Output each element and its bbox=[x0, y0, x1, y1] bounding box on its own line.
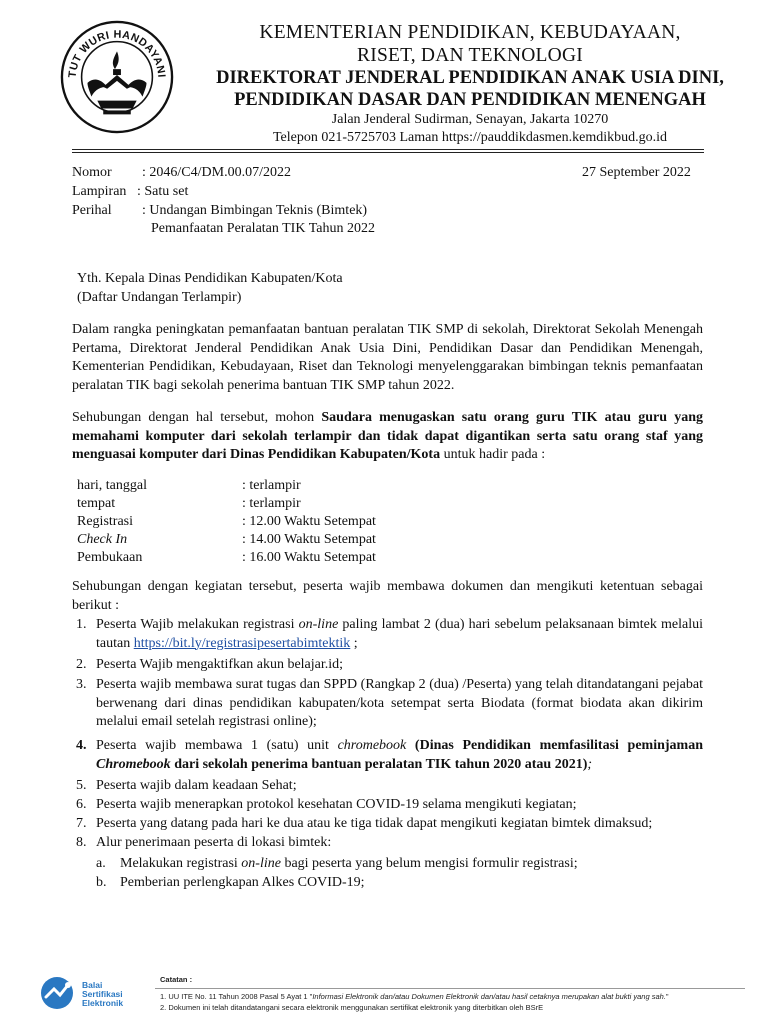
list-item-5: Peserta wajib dalam keadaan Sehat; bbox=[96, 778, 297, 793]
body-paragraph-2: Sehubungan dengan hal tersebut, mohon Saudara menugaskan satu orang guru TIK atau guru yang memahami komputer dari sekolah terlampir dan tidak dapat digantikan serta satu orang staf yang menguasai komputer dari Dinas Pendidikan Kabupaten/Kota untuk hadir pada : bbox=[72, 410, 704, 463]
letter-date: 27 September 2022 bbox=[582, 165, 691, 180]
bse-name-line2: Sertifikasi bbox=[82, 989, 123, 999]
nomor-value: : 2046/C4/DM.00.07/2022 bbox=[142, 165, 291, 180]
header-divider-thin bbox=[72, 152, 704, 153]
list-number-8: 8. bbox=[76, 835, 87, 850]
schedule-value-3: : 14.00 Waktu Setempat bbox=[242, 532, 376, 547]
list-item-4: Peserta wajib membawa 1 (satu) unit chromebook (Dinas Pendidikan memfasilitasi peminjaman Chromebook dari sekolah penerima bantuan peralatan TIK tahun 2020 atau 2021); bbox=[96, 738, 704, 772]
schedule-value-1: : terlampir bbox=[242, 496, 301, 511]
list-item-1: Peserta Wajib melakukan registrasi on-line paling lambat 2 (dua) hari sebelum pelaksanaan bimtek melalui tautan https://bit.ly/registrasipesertabimtektik ; bbox=[96, 617, 704, 651]
list-item-3: Peserta wajib membawa surat tugas dan SPPD (Rangkap 2 (dua) /Peserta) yang telah ditandatangani pejabat berwenang dari dinas pendidikan kabupaten/kota setempat serta Biodata (format biodata akan dikirim melalui email setelah registrasi online); bbox=[96, 677, 703, 730]
ministry-name-line2: RISET, DAN TEKNOLOGI bbox=[357, 45, 583, 66]
list-number-5: 5. bbox=[76, 778, 87, 793]
list-item-8: Alur penerimaan peserta di lokasi bimtek: bbox=[96, 835, 332, 850]
recipient-line1: Yth. Kepala Dinas Pendidikan Kabupaten/Kota bbox=[77, 271, 343, 286]
header-contact: Telepon 021-5725703 Laman https://pauddikdasmen.kemdikbud.go.id bbox=[272, 130, 668, 145]
schedule-label-3: Check In bbox=[77, 532, 128, 547]
body-paragraph-3: Sehubungan dengan kegiatan tersebut, peserta wajib membawa dokumen dan mengikuti ketentuan sebagai berikut : bbox=[72, 579, 703, 613]
footer-catatan: Catatan : bbox=[160, 975, 193, 984]
sublist-item-a: Melakukan registrasi on-line bagi peserta yang belum mengisi formulir registrasi; bbox=[120, 856, 578, 871]
list-number-6: 6. bbox=[76, 797, 87, 812]
schedule-label-4: Pembukaan bbox=[77, 550, 143, 565]
footer-divider bbox=[155, 988, 745, 989]
schedule-label-2: Registrasi bbox=[77, 514, 133, 529]
sublist-label-a: a. bbox=[96, 856, 106, 871]
header-divider bbox=[72, 149, 704, 150]
list-number-1: 1. bbox=[76, 617, 87, 632]
footer-note-2: 2. Dokumen ini telah ditandatangani secara elektronik menggunakan sertifikat elektronik yang diterbitkan oleh BSrE bbox=[160, 1003, 544, 1012]
nomor-label: Nomor bbox=[72, 165, 112, 180]
recipient-line2: (Daftar Undangan Terlampir) bbox=[77, 290, 242, 305]
list-number-2: 2. bbox=[76, 657, 87, 672]
bse-name-line1: Balai bbox=[82, 980, 103, 990]
ministry-name-line1: KEMENTERIAN PENDIDIKAN, KEBUDAYAAN, bbox=[259, 22, 681, 43]
tut-wuri-handayani-logo bbox=[58, 18, 176, 136]
list-item-7: Peserta yang datang pada hari ke dua atau ke tiga tidak dapat mengikuti kegiatan bimtek dimaksud; bbox=[96, 816, 653, 831]
list-item-6: Peserta wajib menerapkan protokol kesehatan COVID-19 selama mengikuti kegiatan; bbox=[96, 797, 577, 812]
perihal-label: Perihal bbox=[72, 203, 112, 218]
schedule-label-0: hari, tanggal bbox=[77, 478, 147, 493]
registration-link[interactable]: https://bit.ly/registrasipesertabimtektik bbox=[133, 635, 351, 651]
body-paragraph-1: Dalam rangka peningkatan pemanfaatan bantuan peralatan TIK SMP di sekolah, Direktorat Sekolah Menengah Pertama, Direktorat Jenderal Pendidikan Anak Usia Dini, Pendidikan Dasar dan Pendidikan Menengah, Kementerian Pendidikan, Kebudayaan, Riset dan Teknologi menyelenggarakan bimbingan teknis pemanfaatan peralatan TIK bagi sekolah penerima bantuan TIK SMP tahun 2022. bbox=[72, 322, 703, 393]
list-number-3: 3. bbox=[76, 677, 87, 692]
lampiran-label: Lampiran bbox=[72, 184, 127, 199]
schedule-value-0: : terlampir bbox=[242, 478, 301, 493]
sublist-label-b: b. bbox=[96, 875, 107, 890]
list-number-4: 4. bbox=[76, 738, 87, 753]
list-item-2: Peserta Wajib mengaktifkan akun belajar.id; bbox=[96, 657, 344, 672]
directorate-line1: DIREKTORAT JENDERAL PENDIDIKAN ANAK USIA DINI, bbox=[216, 68, 724, 88]
logo-motto: TUT WURI HANDAYANI bbox=[66, 28, 168, 79]
sublist-item-b: Pemberian perlengkapan Alkes COVID-19; bbox=[120, 875, 365, 890]
footer-note-1: 1. UU ITE No. 11 Tahun 2008 Pasal 5 Ayat 1 "Informasi Elektronik dan/atau Dokumen Elektronik dan/atau hasil cetaknya merupakan alat bukti yang sah." bbox=[160, 992, 669, 1001]
schedule-label-1: tempat bbox=[77, 496, 116, 511]
bse-logo-icon bbox=[36, 975, 78, 1011]
list-number-7: 7. bbox=[76, 816, 87, 831]
schedule-value-4: : 16.00 Waktu Setempat bbox=[242, 550, 376, 565]
perihal-value-line2: Pemanfaatan Peralatan TIK Tahun 2022 bbox=[151, 221, 375, 236]
perihal-value-line1: : Undangan Bimbingan Teknis (Bimtek) bbox=[142, 203, 368, 218]
lampiran-value: : Satu set bbox=[137, 184, 189, 199]
directorate-line2: PENDIDIKAN DASAR DAN PENDIDIKAN MENENGAH bbox=[234, 90, 706, 110]
header-address: Jalan Jenderal Sudirman, Senayan, Jakarta 10270 bbox=[331, 112, 609, 127]
bse-name-line3: Elektronik bbox=[82, 998, 124, 1008]
schedule-value-2: : 12.00 Waktu Setempat bbox=[242, 514, 376, 529]
emphasis-request: Saudara menugaskan satu orang guru TIK atau guru yang memahami komputer dari sekolah terlampir dan tidak dapat digantikan serta satu orang staf yang menguasai komputer dari Dinas Pendidikan Kabupaten/Kota bbox=[72, 410, 704, 463]
